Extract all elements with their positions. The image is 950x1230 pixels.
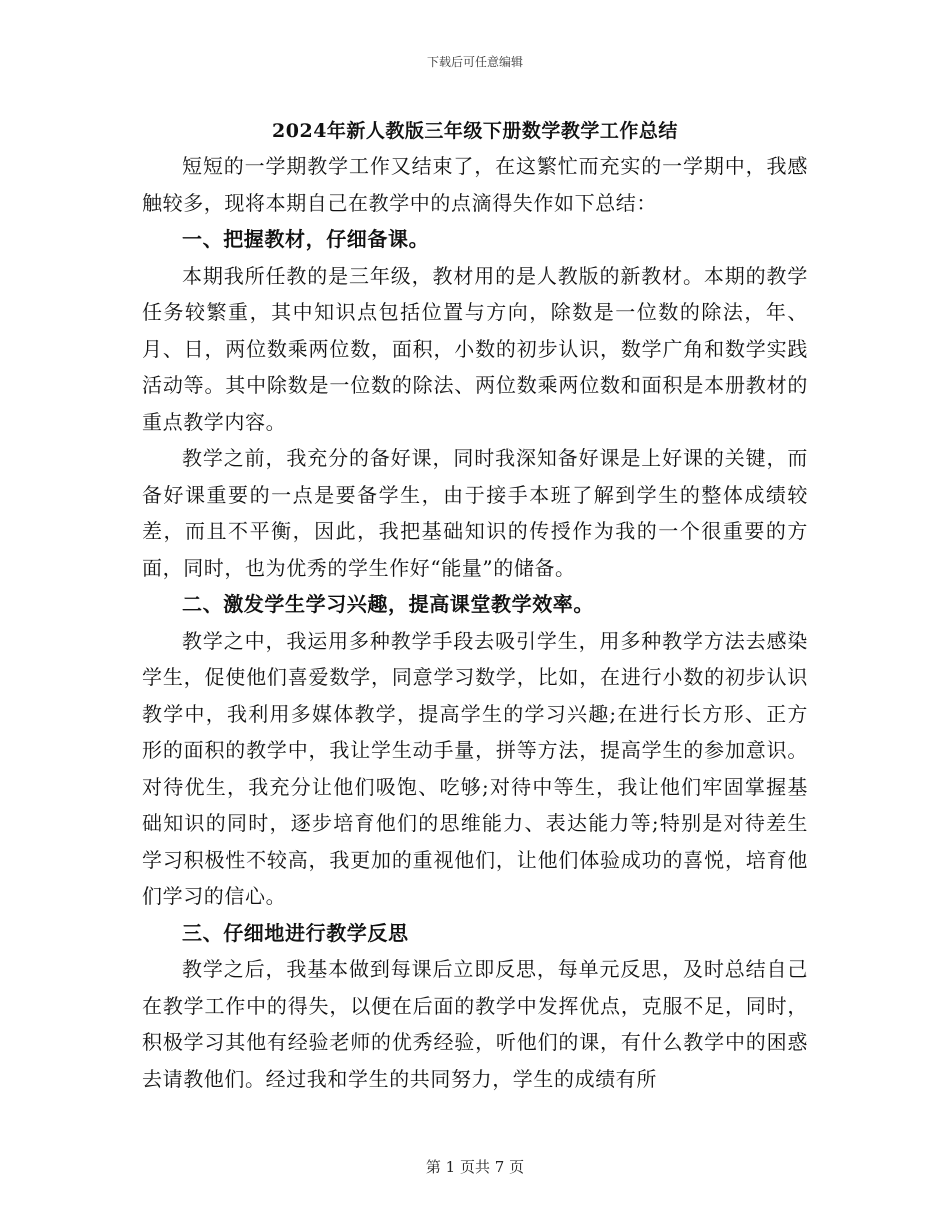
section-1-paragraph-2: 教学之前，我充分的备好课，同时我深知备好课是上好课的关键，而备好课重要的一点是要备学生，由于接手本班了解到学生的整体成绩较差，而且不平衡，因此，我把基础知识的传授作为我的一个很重要的方面，同时，也为优秀的学生作好“能量”的储备。 [142, 446, 808, 580]
document-body [142, 148, 808, 1097]
section-heading-3: 三、仔细地进行教学反思 [182, 920, 409, 945]
section-2-paragraph-1: 教学之中，我运用多种教学手段去吸引学生，用多种教学方法去感染学生，促使他们喜爱数学，同意学习数学，比如，在进行小数的初步认识教学中，我利用多媒体教学，提高学生的学习兴趣;在进行长方形、正方形的面积的教学中，我让学生动手量，拼等方法，提高学生的参加意识。对待优生，我充分让他们吸饱、吃够;对待中等生，我让他们牢固掌握基础知识的同时，逐步培育他们的思维能力、表达能力等;特别是对待差生学习积极性不较高，我更加的重视他们，让他们体验成功的喜悦，培育他们学习的信心。 [142, 628, 808, 908]
section-heading-1: 一、把握教材，仔细备课。 [182, 227, 430, 251]
document-title: 2024年新人教版三年级下册数学教学工作总结 [272, 120, 678, 142]
header-note: 下载后可任意编辑 [426, 55, 523, 69]
page-number: 第 1 页共 7 页 [425, 1158, 525, 1176]
intro-paragraph: 短短的一学期教学工作又结束了，在这繁忙而充实的一学期中，我感触较多，现将本期自己在教学中的点滴得失作如下总结： [142, 154, 808, 215]
section-3-paragraph-1: 教学之后，我基本做到每课后立即反思，每单元反思，及时总结自己在教学工作中的得失，以便在后面的教学中发挥优点，克服不足，同时，积极学习其他有经验老师的优秀经验，听他们的课，有什么教学中的困惑去请教他们。经过我和学生的共同努力，学生的成绩有所 [142, 957, 808, 1091]
section-1-paragraph-1: 本期我所任教的是三年级，教材用的是人教版的新教材。本期的教学任务较繁重，其中知识点包括位置与方向，除数是一位数的除法，年、月、日，两位数乘两位数，面积，小数的初步认识，数学广角和数学实践活动等。其中除数是一位数的除法、两位数乘两位数和面积是本册教材的重点教学内容。 [142, 263, 808, 434]
section-heading-2: 二、激发学生学习兴趣，提高课堂教学效率。 [182, 592, 594, 616]
